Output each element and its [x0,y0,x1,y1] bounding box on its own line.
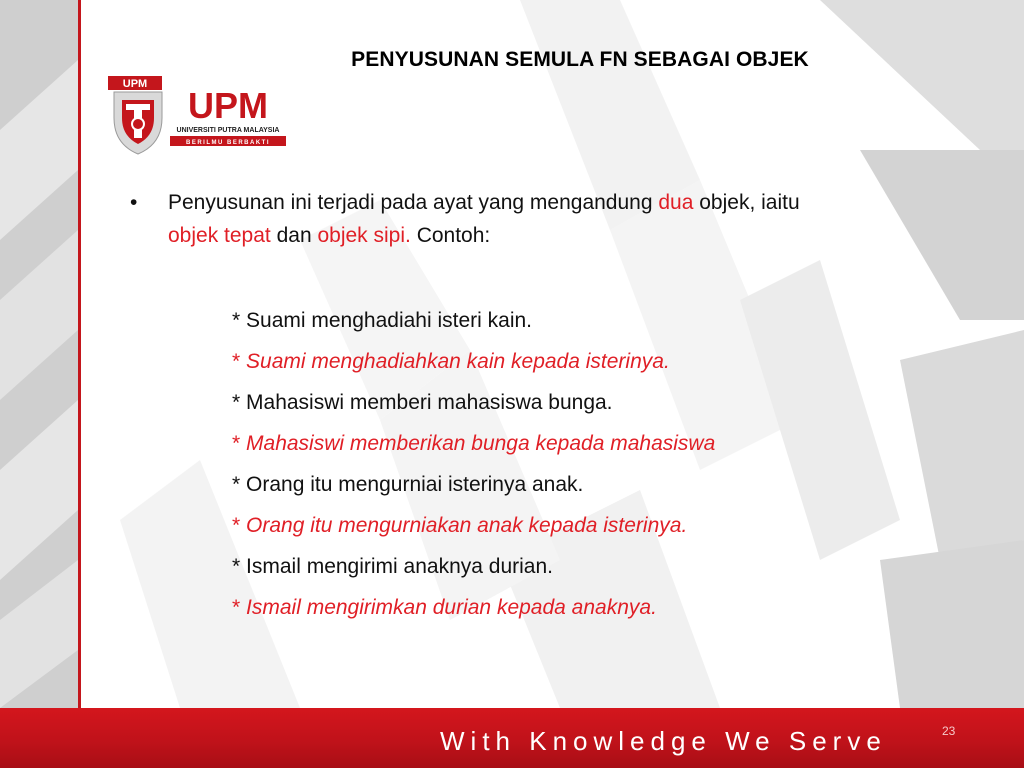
example-star: * [232,514,241,537]
example-text: Ismail mengirimi anaknya durian. [240,555,553,578]
example-star: * [232,432,241,455]
example-sentence [232,382,952,423]
logo-motto: BERILMU BERBAKTI [186,140,270,146]
example-sentence [232,546,952,587]
example-star: * [232,473,241,496]
example-text: Suami menghadiahkan kain kepada isterinya. [240,350,670,373]
slide-title: PENYUSUNAN SEMULA FN SEBAGAI OBJEK [351,48,809,71]
page-number: 23 [942,724,956,738]
logo-wordmark: UPM [188,85,268,126]
example-text: Suami menghadiahi isteri kain. [240,309,533,332]
example-sentence-transformed [232,505,952,546]
left-accent-line [78,0,81,708]
example-star: * [232,309,241,332]
example-text: Ismail mengirimkan durian kepada anaknya. [240,596,657,619]
highlight-objek-sipi: objek sipi. [317,224,411,247]
example-text: Mahasiswi memberikan bunga kepada mahasiswa [240,432,716,455]
upm-logo [108,74,292,156]
bullet-text-part-3: dan [270,224,318,247]
bullet-text-part-2: objek, iaitu [693,191,800,214]
bullet-marker: • [130,191,138,214]
example-star: * [232,555,241,578]
example-text: Mahasiswi memberi mahasiswa bunga. [240,391,613,414]
logo-university-name: UNIVERSITI PUTRA MALAYSIA [176,127,280,134]
example-star: * [232,391,241,414]
example-sentence-transformed [232,587,952,628]
example-sentence-transformed [232,423,952,464]
example-list [232,300,952,628]
bullet-text [168,186,968,252]
example-sentence [232,300,952,341]
example-star: * [232,350,241,373]
example-star: * [232,596,241,619]
highlight-dua: dua [658,191,694,214]
bullet-text-part-1: Penyusunan ini terjadi pada ayat yang mengandung [168,191,659,214]
example-sentence [232,464,952,505]
example-text: Orang itu mengurniai isterinya anak. [240,473,584,496]
footer-banner [0,708,1024,768]
footer-tagline: With Knowledge We Serve [440,726,887,756]
example-sentence-transformed [232,341,952,382]
highlight-objek-tepat: objek tepat [168,224,271,247]
logo-badge-text: UPM [122,78,148,90]
bullet-text-part-4: Contoh: [410,224,491,247]
example-text: Orang itu mengurniakan anak kepada isterinya. [240,514,688,537]
